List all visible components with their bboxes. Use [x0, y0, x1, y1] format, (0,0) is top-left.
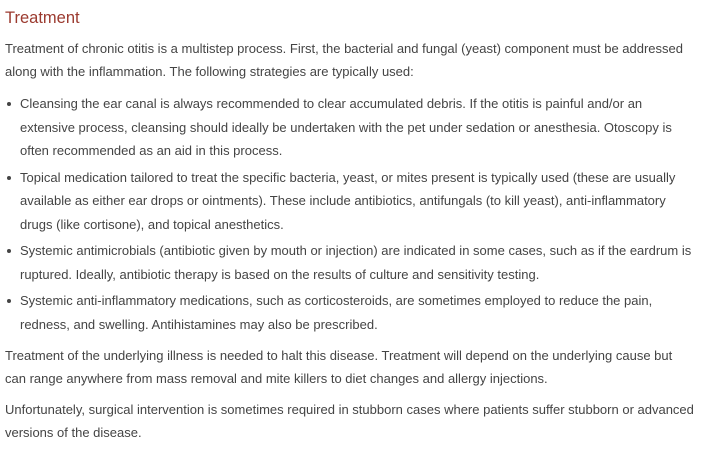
bullet-icon: [7, 299, 11, 303]
section-heading: Treatment: [5, 9, 80, 27]
bullet-icon: [7, 176, 11, 180]
underlying-illness-paragraph: Treatment of the underlying illness is needed to halt this disease. Treatment will depend on the underlying cause but can range anywhere from mass removal and mite killers to diet changes and allergy injections.: [5, 348, 673, 386]
list-item-text: Systemic anti-inflammatory medications, such as corticosteroids, are sometimes employed to reduce the pain, redness, and swelling. Antihistamines may also be prescribed.: [20, 293, 653, 332]
list-item: [5, 289, 695, 336]
list-item: [5, 239, 695, 286]
list-item: [5, 92, 695, 163]
surgery-paragraph: Unfortunately, surgical intervention is sometimes required in stubborn cases where patients suffer stubborn or advanced versions of the disease.: [5, 402, 694, 440]
bullet-icon: [7, 102, 11, 106]
intro-paragraph: Treatment of chronic otitis is a multistep process. First, the bacterial and fungal (yeast) component must be addressed along with the inflammation. The following strategies are typically used:: [5, 41, 683, 79]
bullet-icon: [7, 249, 11, 253]
list-item-text: Cleansing the ear canal is always recommended to clear accumulated debris. If the otitis is painful and/or an extensive process, cleansing should ideally be undertaken with the pet under sedation or anesthesia. Otoscopy is often recommended as an aid in this process.: [20, 96, 672, 158]
list-item-text: Systemic antimicrobials (antibiotic given by mouth or injection) are indicated in some cases, such as if the eardrum is ruptured. Ideally, antibiotic therapy is based on the results of culture and sensitivity testing.: [20, 243, 692, 282]
list-item-text: Topical medication tailored to treat the specific bacteria, yeast, or mites present is typically used (these are usually available as either ear drops or ointments). These include antibiotics, antifungals (to kill yeast), anti-inflammatory drugs (like cortisone), and topical anesthetics.: [20, 169, 676, 232]
treatment-strategies-list: [5, 92, 695, 336]
list-item: [5, 166, 695, 237]
